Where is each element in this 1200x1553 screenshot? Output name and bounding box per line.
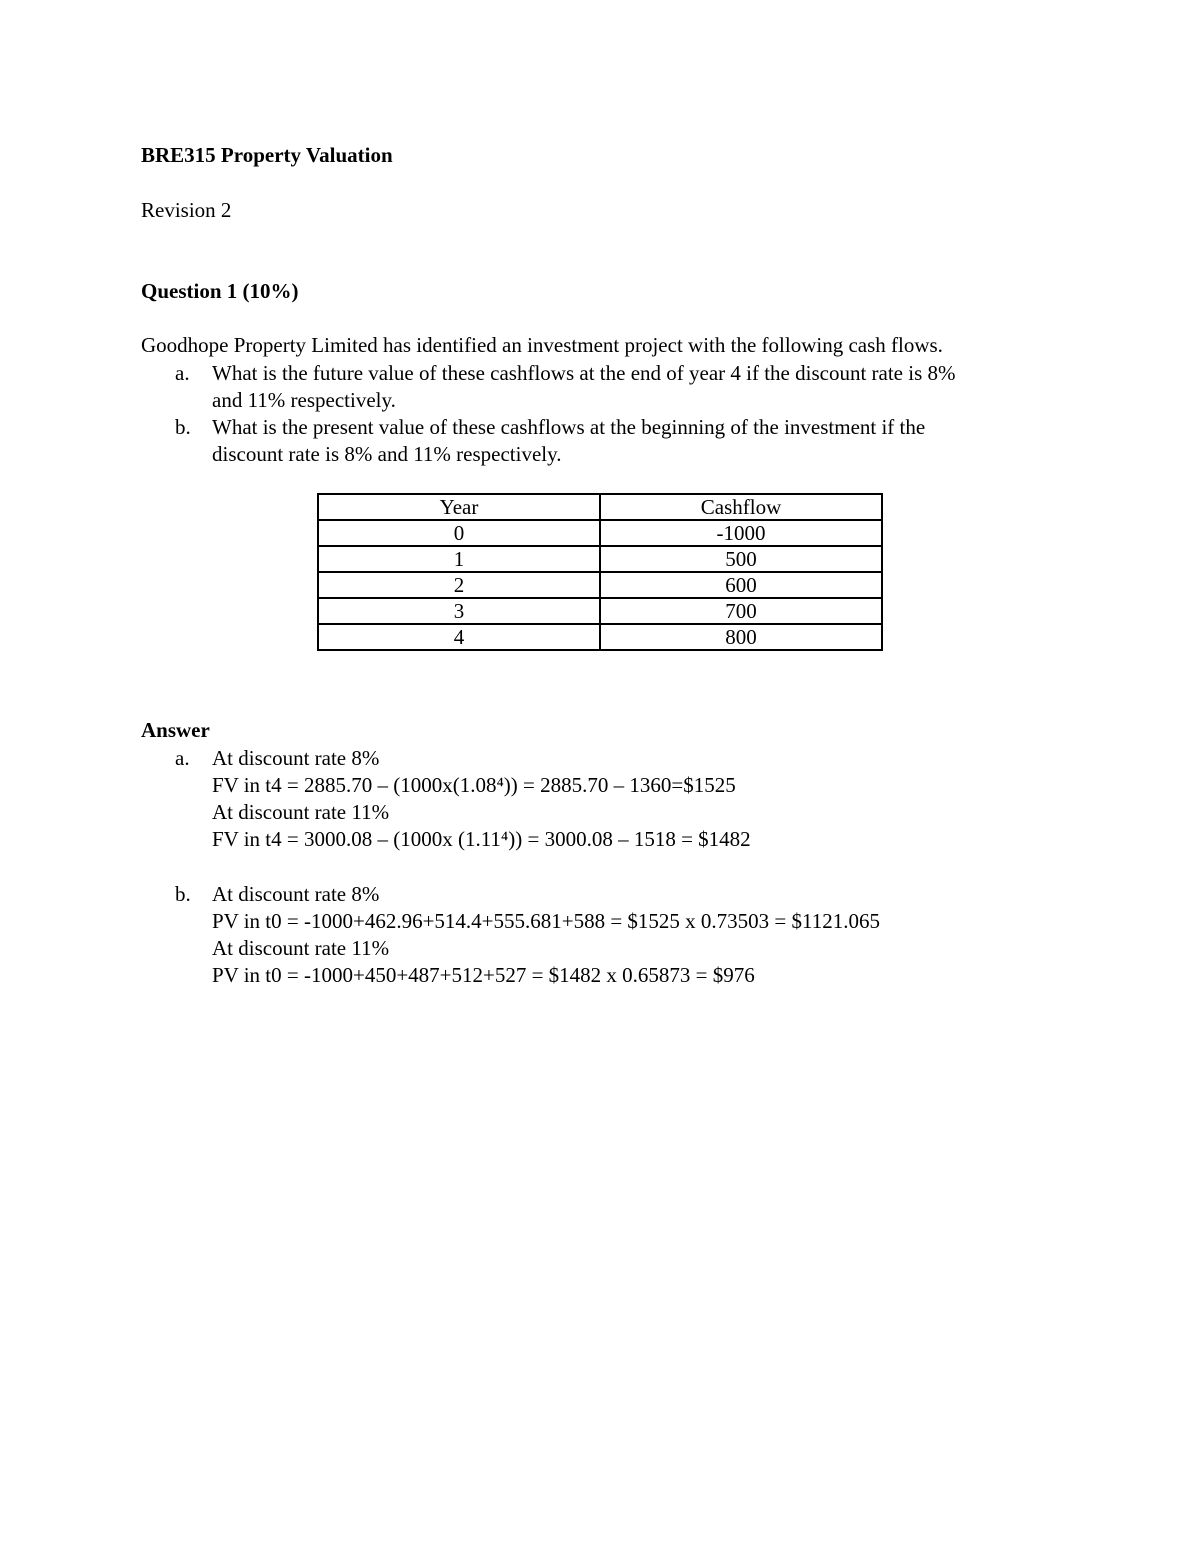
- question-heading: Question 1 (10%): [141, 279, 299, 303]
- answer-line: [141, 799, 1101, 826]
- table-row: [318, 520, 882, 546]
- table-row: [318, 624, 882, 650]
- cell-cashflow: 700: [600, 598, 882, 624]
- answer-line: [141, 908, 1101, 935]
- cell-year: 4: [318, 624, 600, 650]
- question-text: [212, 360, 1061, 414]
- answer-line: [141, 881, 1101, 908]
- answer-line: [141, 772, 1101, 799]
- table-row: [318, 572, 882, 598]
- question-item-a: [141, 360, 1061, 414]
- cell-cashflow: 600: [600, 572, 882, 598]
- cell-year: 2: [318, 572, 600, 598]
- table-row: [318, 546, 882, 572]
- answer-text: PV in t0 = -1000+462.96+514.4+555.681+588 = $1525 x 0.73503 = $1121.065: [212, 909, 881, 933]
- question-intro: Goodhope Property Limited has identified an investment project with the following cash flows.: [141, 333, 943, 357]
- cell-year: 3: [318, 598, 600, 624]
- cell-year: 1: [318, 546, 600, 572]
- question-line: and 11% respectively.: [212, 388, 396, 412]
- answer-heading: Answer: [141, 718, 210, 742]
- table-header-row: [318, 494, 882, 520]
- question-marker: a.: [175, 361, 190, 385]
- answer-block-b: [141, 881, 1101, 989]
- question-marker: b.: [175, 415, 191, 439]
- question-line: What is the present value of these cashflows at the beginning of the investment if the: [212, 415, 926, 439]
- answer-text: At discount rate 11%: [212, 800, 390, 824]
- cell-cashflow: 500: [600, 546, 882, 572]
- question-text: [212, 414, 1061, 468]
- answer-text: FV in t4 = 2885.70 – (1000x(1.08⁴)) = 2885.70 – 1360=$1525: [212, 773, 736, 797]
- question-line: discount rate is 8% and 11% respectively.: [212, 442, 562, 466]
- cell-cashflow: 800: [600, 624, 882, 650]
- cell-cashflow: -1000: [600, 520, 882, 546]
- question-item-b: [141, 414, 1061, 468]
- answer-text: At discount rate 11%: [212, 936, 390, 960]
- answer-text: At discount rate 8%: [212, 882, 380, 906]
- answer-marker: b.: [175, 882, 191, 906]
- answer-line: [141, 745, 1101, 772]
- answer-text: FV in t4 = 3000.08 – (1000x (1.11⁴)) = 3000.08 – 1518 = $1482: [212, 827, 751, 851]
- column-header-year: Year: [318, 494, 600, 520]
- answer-line: [141, 962, 1101, 989]
- answer-block-a: [141, 745, 1101, 853]
- answer-text: At discount rate 8%: [212, 746, 380, 770]
- table-row: [318, 598, 882, 624]
- column-header-cashflow: Cashflow: [600, 494, 882, 520]
- question-list: [141, 360, 1061, 468]
- document-subtitle: Revision 2: [141, 198, 232, 222]
- answer-marker: a.: [175, 746, 190, 770]
- answer-line: [141, 935, 1101, 962]
- answer-line: [141, 826, 1101, 853]
- answer-text: PV in t0 = -1000+450+487+512+527 = $1482 x 0.65873 = $976: [212, 963, 755, 987]
- document-title: BRE315 Property Valuation: [141, 143, 393, 167]
- cashflow-table: [317, 493, 883, 651]
- cell-year: 0: [318, 520, 600, 546]
- question-line: What is the future value of these cashflows at the end of year 4 if the discount rate is 8%: [212, 361, 956, 385]
